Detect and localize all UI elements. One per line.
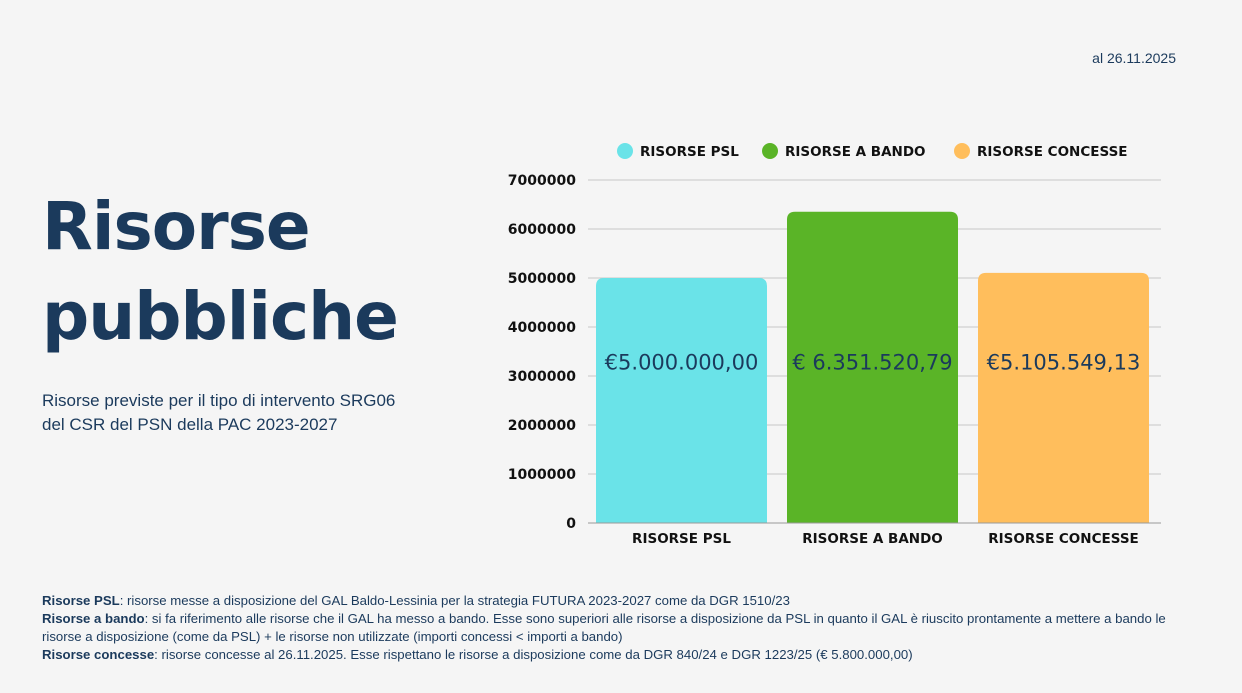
y-tick-label: 4000000 <box>507 320 576 336</box>
y-tick-label: 3000000 <box>507 369 576 385</box>
x-tick-label: RISORSE PSL <box>632 531 731 547</box>
y-tick-label: 1000000 <box>507 467 576 483</box>
notes <box>42 592 1172 664</box>
x-tick-label: RISORSE A BANDO <box>802 531 943 547</box>
date-label: al 26.11.2025 <box>1092 50 1176 66</box>
subtitle-line-2: del CSR del PSN della PAC 2023-2027 <box>42 415 338 434</box>
data-label: €5.105.549,13 <box>986 350 1141 375</box>
legend-marker <box>762 143 778 159</box>
y-tick-label: 6000000 <box>507 222 576 238</box>
y-tick-label: 7000000 <box>507 173 576 189</box>
page-subtitle <box>42 389 462 437</box>
y-tick-label: 0 <box>566 516 576 532</box>
note-psl <box>42 592 1172 610</box>
x-tick-label: RISORSE CONCESSE <box>988 531 1139 547</box>
y-tick-label: 5000000 <box>507 271 576 287</box>
note-psl-term: Risorse PSL <box>42 593 120 608</box>
data-label: €5.000.000,00 <box>604 350 759 375</box>
note-concesse <box>42 646 1172 664</box>
legend-marker <box>617 143 633 159</box>
note-concesse-term: Risorse concesse <box>42 647 155 662</box>
page-title-line-1: Risorse <box>42 188 310 265</box>
y-tick-label: 2000000 <box>507 418 576 434</box>
note-psl-text: : risorse messe a disposizione del GAL Baldo-Lessinia per la strategia FUTURA 2023-2027 come da DGR 1510/23 <box>119 593 790 608</box>
legend-entry: RISORSE PSL <box>640 144 739 160</box>
bar <box>596 278 767 523</box>
bar-chart <box>470 130 1170 560</box>
bar <box>978 273 1149 523</box>
legend-entry: RISORSE A BANDO <box>785 144 926 160</box>
subtitle-line-1: Risorse previste per il tipo di intervento SRG06 <box>42 391 396 410</box>
note-bando <box>42 610 1172 646</box>
data-label: € 6.351.520,79 <box>792 350 953 375</box>
note-bando-term: Risorse a bando <box>42 611 145 626</box>
legend-marker <box>954 143 970 159</box>
page-title <box>42 182 398 362</box>
note-concesse-text: : risorse concesse al 26.11.2025. Esse rispettano le risorse a disposizione come da DGR 840/24 e DGR 1223/25 (€ 5.800.000,00) <box>154 647 913 662</box>
page-title-line-2: pubbliche <box>42 278 398 355</box>
note-bando-text: : si fa riferimento alle risorse che il GAL ha messo a bando. Esse sono superiori alle risorse a disposizione da PSL in quanto il GAL è riuscito prontamente a mettere a bando le risorse a disposizione (come da PSL) + le risorse non utilizzate (importi concessi < importi a bando) <box>42 611 1166 644</box>
legend-entry: RISORSE CONCESSE <box>977 144 1128 160</box>
